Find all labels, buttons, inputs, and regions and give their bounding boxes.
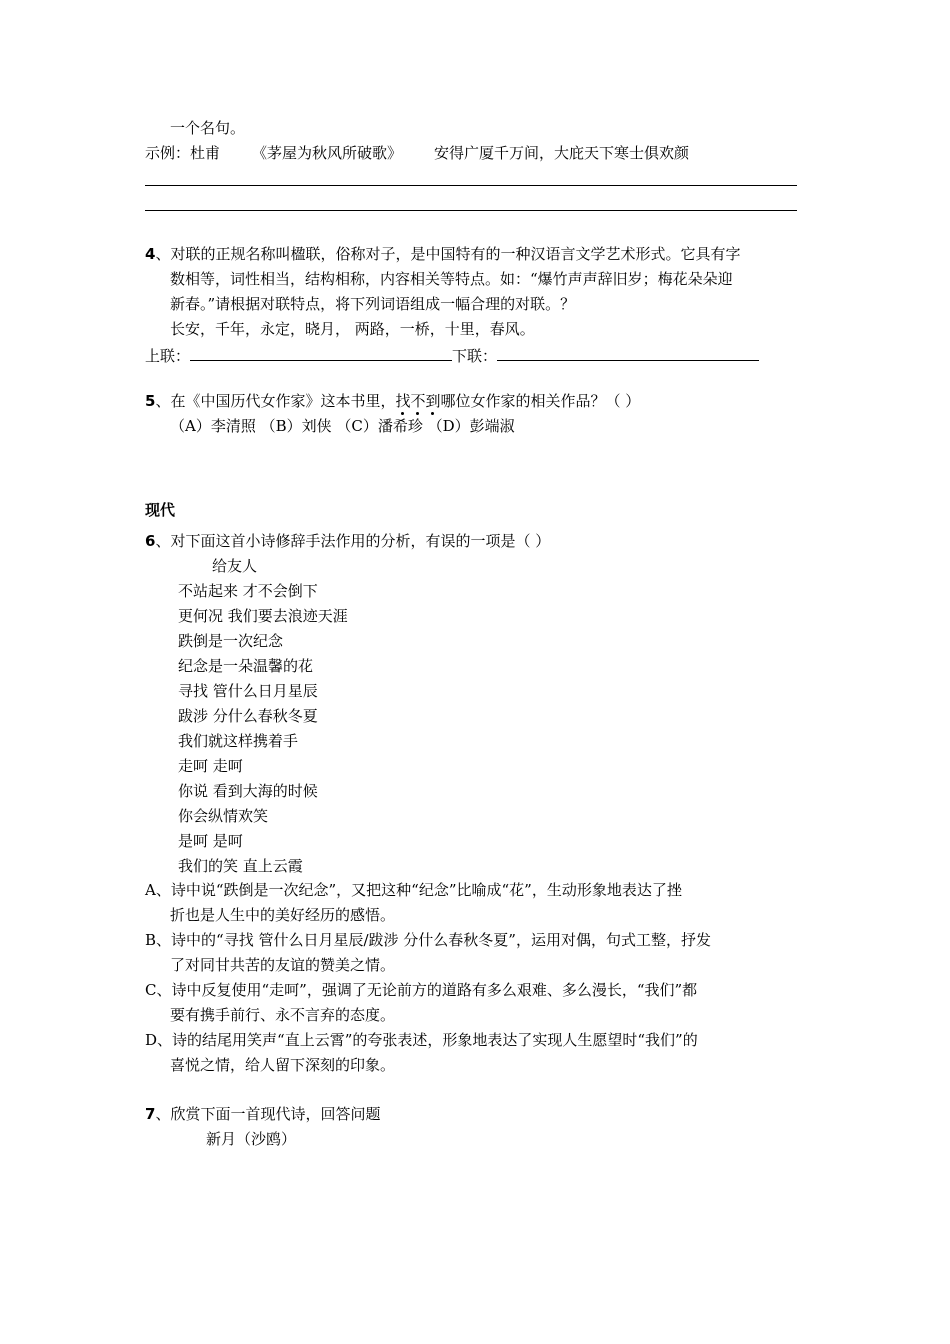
q4-words: 长安，千年，永定，晓月， 两路，一桥，十里，春风。 bbox=[170, 320, 535, 338]
poem-line: 跌倒是一次纪念 bbox=[178, 632, 284, 650]
option-c-line1: C、诗中反复使用“走呵”，强调了无论前方的道路有多么艰难、多么漫长，“我们”都 bbox=[145, 981, 698, 999]
answer-line[interactable] bbox=[145, 185, 797, 186]
section-heading: 现代 bbox=[145, 501, 176, 519]
q5-stem: 5、在《中国历代女作家》这本书里，找不到哪位女作家的相关作品？（ ） bbox=[145, 392, 641, 410]
poem-line: 你会纵情欢笑 bbox=[178, 807, 269, 825]
q5-number: 5 bbox=[145, 392, 156, 410]
option-a-line2: 折也是人生中的美好经历的感悟。 bbox=[170, 906, 396, 924]
emphasis-char: 找 bbox=[395, 392, 411, 410]
option-b-line1: B、诗中的“寻找 管什么日月星辰/跋涉 分什么春秋冬夏”，运用对偶，句式工整，抒发 bbox=[145, 931, 711, 949]
poem-line: 跋涉 分什么春秋冬夏 bbox=[178, 707, 318, 725]
q6-number: 6 bbox=[145, 532, 156, 550]
upper-couplet-blank[interactable] bbox=[190, 344, 452, 361]
q3-line: 一个名句。 bbox=[170, 119, 246, 137]
q7-number: 7 bbox=[145, 1105, 156, 1123]
option-d-line1: D、诗的结尾用笑声“直上云霄”的夸张表述，形象地表达了实现人生愿望时“我们”的 bbox=[145, 1031, 698, 1049]
poem-line: 走呵 走呵 bbox=[178, 757, 243, 775]
lower-couplet-label: 下联： bbox=[452, 347, 498, 365]
q6-stem: 6、对下面这首小诗修辞手法作用的分析，有误的一项是（ ） bbox=[145, 532, 551, 550]
q4-line1: 4、对联的正规名称叫楹联，俗称对子，是中国特有的一种汉语言文学艺术形式。它具有字 bbox=[145, 245, 741, 263]
option-b-line2: 了对同甘共苦的友谊的赞美之情。 bbox=[170, 956, 396, 974]
option-d-line2: 喜悦之情，给人留下深刻的印象。 bbox=[170, 1056, 396, 1074]
q3-example-line: 安得广厦千万间，大庇天下寒士俱欢颜 bbox=[434, 144, 690, 162]
option-c-line2: 要有携手前行、永不言弃的态度。 bbox=[170, 1006, 396, 1024]
q3-example bbox=[145, 143, 689, 163]
lower-couplet-blank[interactable] bbox=[497, 344, 759, 361]
q4-line3: 新春。”请根据对联特点，将下列词语组成一幅合理的对联。？ bbox=[170, 295, 576, 313]
emphasis-char: 到 bbox=[425, 392, 441, 410]
poem-line: 寻找 管什么日月星辰 bbox=[178, 682, 318, 700]
q3-example-prefix: 示例：杜甫 bbox=[145, 144, 221, 162]
poem-line: 我们的笑 直上云霞 bbox=[178, 857, 303, 875]
q3-example-title: 《茅屋为秋风所破歌》 bbox=[252, 144, 403, 162]
q4-line2: 数相等，词性相当，结构相称，内容相关等特点。如：“爆竹声声辞旧岁；梅花朵朵迎 bbox=[170, 270, 733, 288]
poem-line: 你说 看到大海的时候 bbox=[178, 782, 318, 800]
answer-line[interactable] bbox=[145, 210, 797, 211]
q5-options: （A）李清照 （B）刘侠 （C）潘希珍 （D）彭端淑 bbox=[170, 417, 515, 435]
option-a-line1: A、诗中说“跌倒是一次纪念”，又把这种“纪念”比喻成“花”，生动形象地表达了挫 bbox=[145, 881, 682, 899]
q7-poem-title: 新月（沙鸥） bbox=[206, 1130, 297, 1148]
poem-line: 更何况 我们要去浪迹天涯 bbox=[178, 607, 348, 625]
poem-line: 不站起来 才不会倒下 bbox=[178, 582, 318, 600]
poem-line: 是呵 是呵 bbox=[178, 832, 243, 850]
q7-stem: 7、欣赏下面一首现代诗，回答问题 bbox=[145, 1105, 381, 1123]
poem-line: 我们就这样携着手 bbox=[178, 732, 299, 750]
q4-number: 4 bbox=[145, 245, 156, 263]
emphasis-char: 不 bbox=[410, 392, 426, 410]
upper-couplet-label: 上联： bbox=[145, 347, 191, 365]
q4-answer-row bbox=[145, 344, 759, 366]
poem-title: 给友人 bbox=[212, 557, 258, 575]
poem-line: 纪念是一朵温馨的花 bbox=[178, 657, 314, 675]
